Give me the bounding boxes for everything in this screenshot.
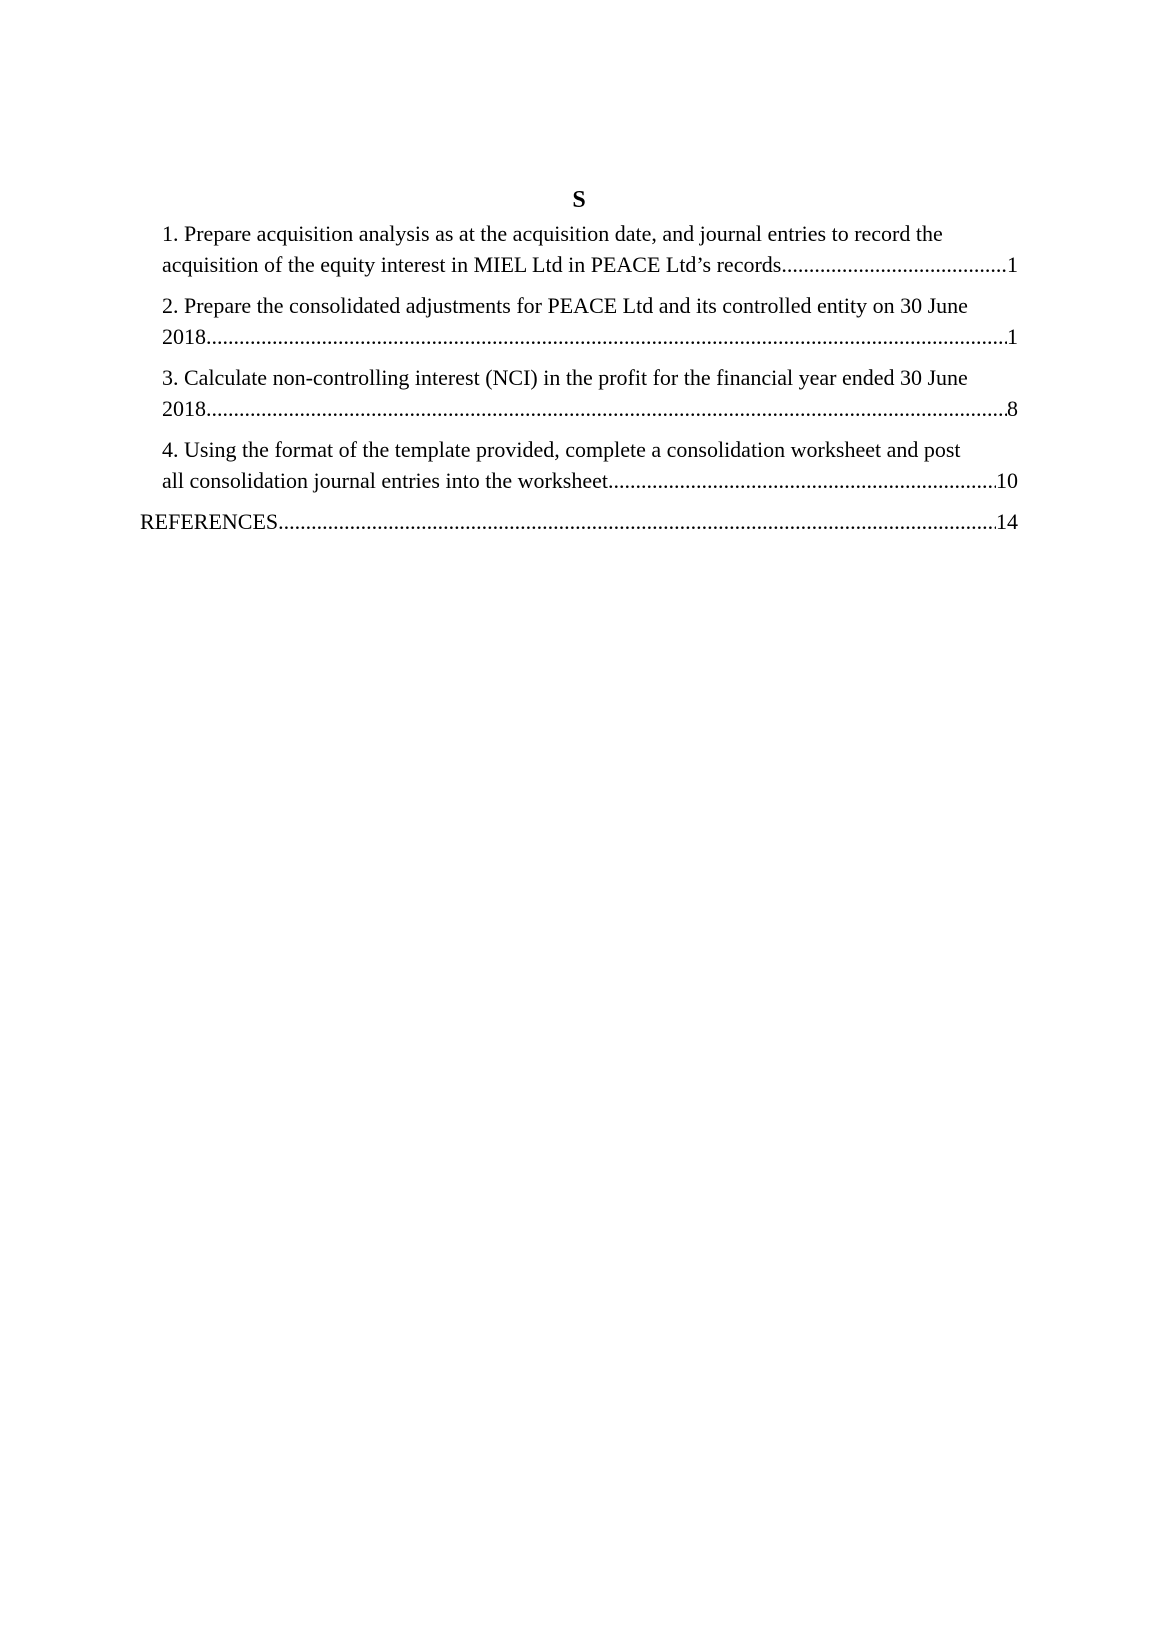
toc-entry-4-line2: all consolidation journal entries into the worksheet <box>162 468 609 493</box>
toc-entry-2-line2: 2018 <box>162 324 206 349</box>
toc-entry-1-line2: acquisition of the equity interest in MIEL Ltd in PEACE Ltd’s records <box>162 252 782 277</box>
toc-entry-references-label: REFERENCES <box>140 509 279 534</box>
table-of-contents <box>140 218 1018 547</box>
toc-entry-references-line <box>140 506 1018 537</box>
dot-leader <box>608 465 996 496</box>
dot-leader <box>781 249 1007 280</box>
toc-title: S <box>572 187 586 213</box>
toc-entry-4-line1: 4. Using the format of the template provided, complete a consolidation worksheet and post <box>162 437 961 462</box>
toc-entry-3[interactable] <box>140 362 1018 424</box>
toc-entry-3-lastline <box>162 393 1018 424</box>
dot-leader <box>206 393 1007 424</box>
toc-entry-1-line1: 1. Prepare acquisition analysis as at the acquisition date, and journal entries to record the <box>162 221 943 246</box>
toc-entry-4-page: 10 <box>996 468 1018 493</box>
toc-entry-4[interactable] <box>140 434 1018 496</box>
dot-leader <box>278 506 996 537</box>
toc-entry-1-page: 1 <box>1007 252 1018 277</box>
toc-entry-2-lastline <box>162 321 1018 352</box>
toc-entry-4-lastline <box>162 465 1018 496</box>
toc-entry-references-page: 14 <box>996 509 1018 534</box>
toc-entry-3-line2: 2018 <box>162 396 206 421</box>
toc-entry-3-page: 8 <box>1007 396 1018 421</box>
toc-entry-3-line1: 3. Calculate non-controlling interest (NCI) in the profit for the financial year ended 30 June <box>162 365 968 390</box>
toc-entry-1-lastline <box>162 249 1018 280</box>
dot-leader <box>206 321 1007 352</box>
toc-entry-references[interactable] <box>140 506 1018 537</box>
toc-entry-2[interactable] <box>140 290 1018 352</box>
toc-entry-2-line1: 2. Prepare the consolidated adjustments for PEACE Ltd and its controlled entity on 30 June <box>162 293 968 318</box>
toc-entry-2-page: 1 <box>1007 324 1018 349</box>
toc-entry-1[interactable] <box>140 218 1018 280</box>
